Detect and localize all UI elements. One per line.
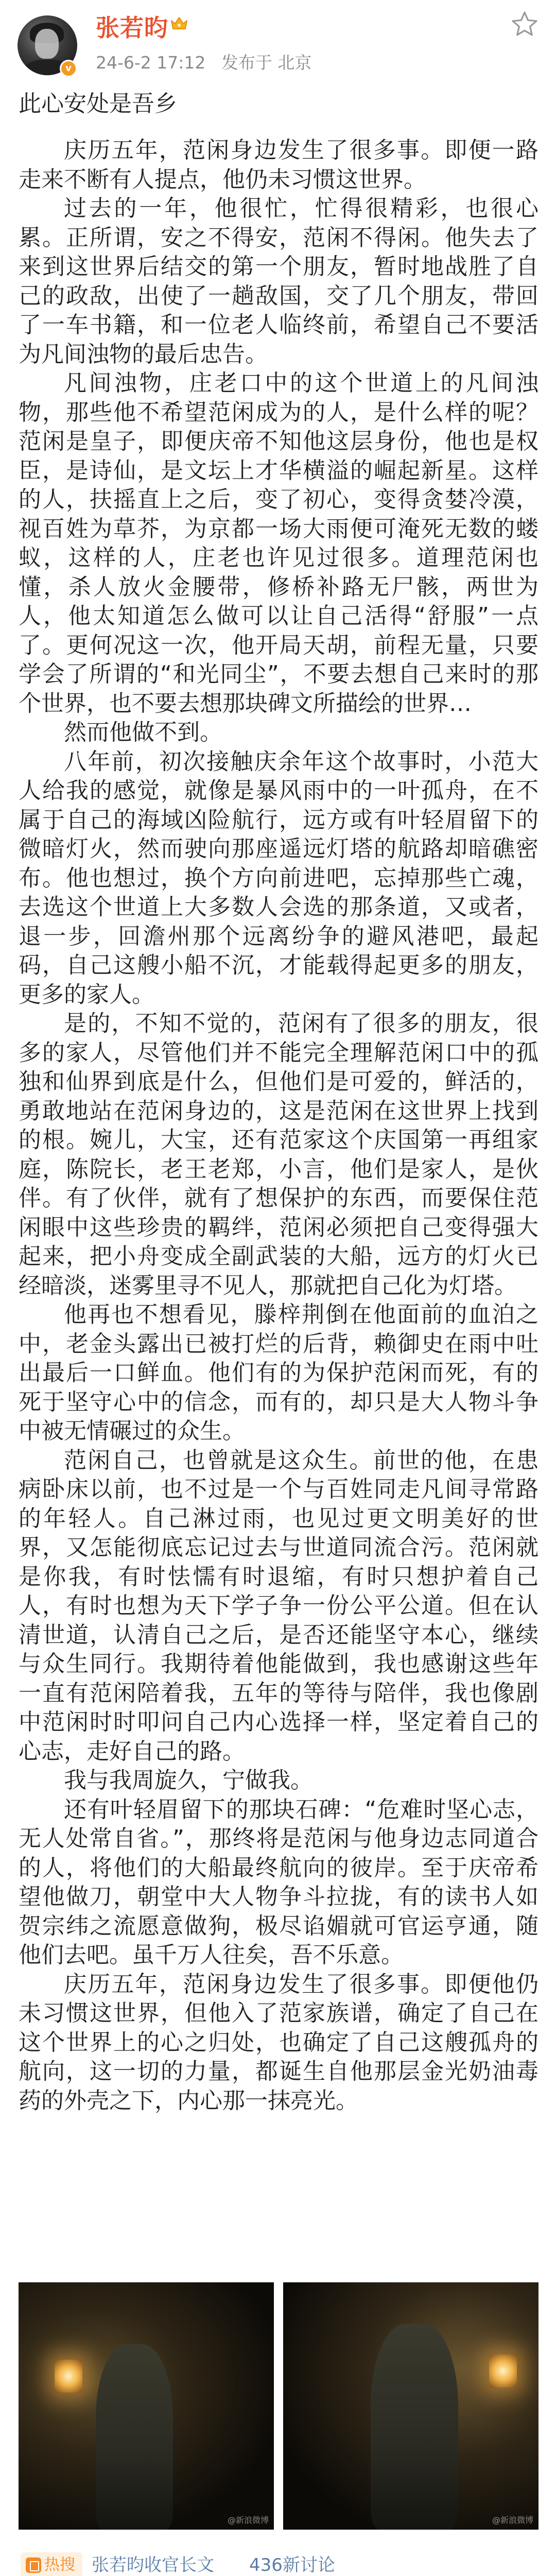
discussion-count[interactable]: 436新讨论 xyxy=(249,2555,335,2575)
trending-badge[interactable]: 热搜 xyxy=(21,2552,82,2576)
paragraph: 是的，不知不觉的，范闲有了很多的朋友，很多的家人，尽管他们并不能完全理解范闲口中的孤独和仙界到底是什么，但他们是可爱的，鲜活的，勇敢地站在范闲身边的，这是范闲在这世界上找到的根。婉儿，大宝，还有范家这个庆国第一再组家庭，陈院长，老王老郑，小言，他们是家人，是伙伴。有了伙伴，就有了想保护的东西，而要保住范闲眼中这些珍贵的羁绊，范闲必须把自己变得强大起来，把小舟变成全副武装的大船，远方的灯火已经暗淡，迷雾里寻不见人，那就把自己化为灯塔。 xyxy=(19,1010,538,1299)
paragraph: 过去的一年，他很忙，忙得很精彩，也很心累。正所谓，安之不得安，范闲不得闲。他失去了来到这世界后结交的第一个朋友，暂时地战胜了自己的政敌，出使了一趟敌国，交了几个朋友，带回了一车书籍，和一位老人临终前，希望自己不要活为凡间浊物的最后忠告。 xyxy=(19,195,538,367)
paragraph: 我与我周旋久，宁做我。 xyxy=(64,1767,313,1793)
figure-silhouette xyxy=(371,2324,458,2530)
paragraph: 然而他做不到。 xyxy=(64,719,222,745)
paragraph: 庆历五年，范闲身边发生了很多事。即便一路走来不断有人提点，他仍未习惯这世界。 xyxy=(19,137,538,193)
paragraph: 庆历五年，范闲身边发生了很多事。即便他仍未习惯这世界，但他入了范家族谱，确定了自己在这个世界上的心之归处，也确定了自己这艘孤舟的航向，这一切的力量，都诞生自他那层金光奶油毒药的外壳之下，内心那一抹亮光。 xyxy=(19,1971,538,2114)
post-footer xyxy=(0,2542,556,2576)
post-location: 发布于 北京 xyxy=(221,53,312,73)
paragraph: 范闲自己，也曾就是这众生。前世的他，在患病卧床以前，也不过是一个与百姓同走凡间寻常路的年轻人。自己淋过雨，也见过更文明美好的世界，又怎能彻底忘记过去与世道同流合污。范闲就是你我，有时怯懦有时退缩，有时只想护着自己人，有时也想为天下学子争一份公平公道。但在认清世道，认清自己之后，是否还能坚守本心，继续与众生同行。我期待着他能做到，我也感谢这些年一直有范闲陪着我，五年的等待与陪伴，我也像剧中范闲时时叩问自己内心选择一样，坚定着自己的心志，走好自己的路。 xyxy=(19,1447,538,1765)
article-title: 此心安处是吾乡 xyxy=(19,91,177,117)
post-date: 24-6-2 17:12 xyxy=(96,53,206,73)
post-image-2[interactable] xyxy=(283,2282,538,2530)
figure-silhouette xyxy=(96,2344,173,2530)
article-body xyxy=(19,136,538,2115)
post-header xyxy=(0,0,556,88)
crown-icon xyxy=(170,15,188,31)
paragraph: 还有叶轻眉留下的那块石碑：“危难时坚心志，无人处常自省。”，那终将是范闲与他身边志同道合的人，将他们的大船最终航向的彼岸。至于庆帝希望他做刀，朝堂中大人物争斗拉拢，有的读书人如贺宗纬之流愿意做狗，极尽谄媚就可官运亨通，随他们去吧。虽千万人往矣，吾不乐意。 xyxy=(19,1796,538,1968)
paragraph: 八年前，初次接触庆余年这个故事时，小范大人给我的感觉，就像是暴风雨中的一叶孤舟，在不属于自己的海域凶险航行，远方或有叶轻眉留下的微暗灯火，然而驶向那座遥远灯塔的航路却暗礁密布。他也想过，换个方向前进吧，忘掉那些亡魂，去选这个世道上大多数人会选的那条道，又或者，退一步，回澹州那个远离纷争的避风港吧，最起码，自己这艘小船不沉，才能载得起更多的朋友，更多的家人。 xyxy=(19,748,538,1008)
lantern-icon xyxy=(55,2360,82,2393)
author-name[interactable]: 张若昀 xyxy=(96,14,168,42)
post-image-1[interactable] xyxy=(19,2282,274,2530)
verified-badge-icon: v xyxy=(60,60,77,77)
paragraph: 他再也不想看见，滕梓荆倒在他面前的血泊之中，老金头露出已被打烂的后背，赖御史在雨中吐出最后一口鲜血。他们有的为保护范闲而死，有的死于坚守心中的信念，而有的，却只是大人物斗争中被无情碾过的众生。 xyxy=(19,1301,538,1444)
trending-icon xyxy=(26,2557,41,2573)
paragraph: 凡间浊物，庄老口中的这个世道上的凡间浊物，那些他不希望范闲成为的人，是什么样的呢？范闲是皇子，即便庆帝不知他这层身份，他也是权臣，是诗仙，是文坛上才华横溢的崛起新星。这样的人，扶摇直上之后，变了初心，变得贪婪冷漠，视百姓为草芥，为京都一场大雨便可淹死无数的蝼蚁，这样的人，庄老也许见过很多。道理范闲也懂，杀人放火金腰带，修桥补路无尸骸，两世为人，他太知道怎么做可以让自己活得“舒服”一点了。更何况这一次，他开局天胡，前程无量，只要学会了所谓的“和光同尘”，不要去想自己来时的那个世界，也不要去想那块碑文所描绘的世界… xyxy=(19,370,538,717)
lantern-icon xyxy=(489,2354,517,2387)
post-meta xyxy=(96,49,322,74)
image-grid xyxy=(19,2282,538,2530)
favorite-star-icon[interactable] xyxy=(510,9,540,39)
watermark: @新浪微博 xyxy=(492,2515,533,2525)
topic-link[interactable]: 张若昀收官长文 xyxy=(92,2555,214,2575)
watermark: @新浪微博 xyxy=(227,2515,269,2525)
